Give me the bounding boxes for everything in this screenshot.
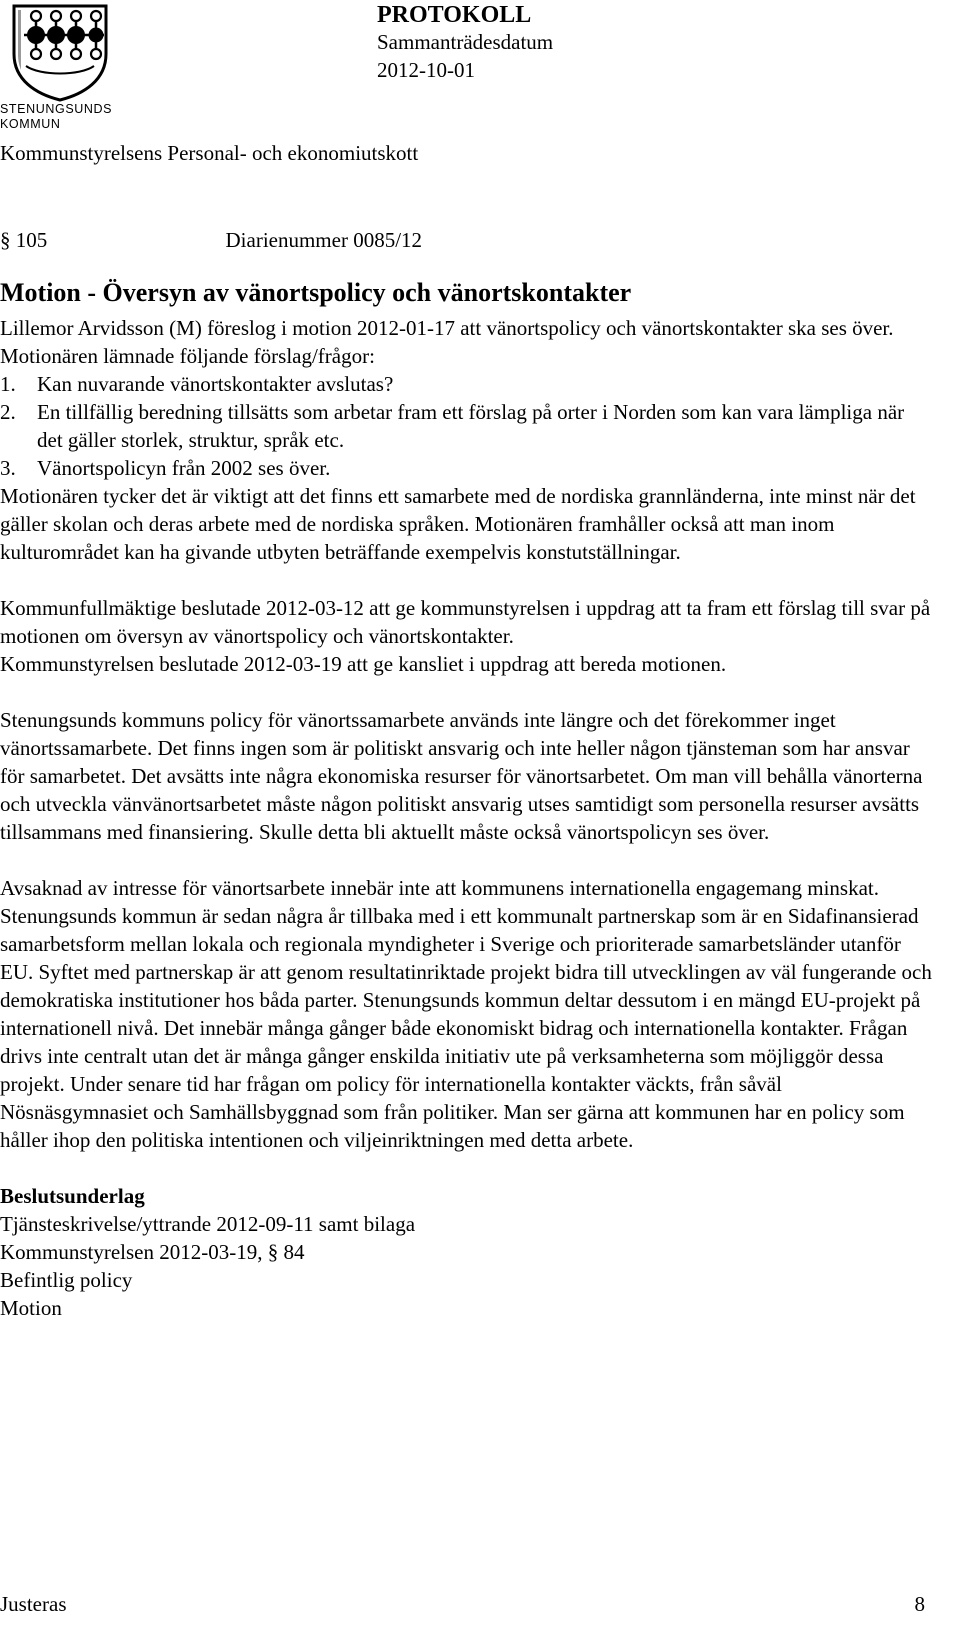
section-symbol: § xyxy=(0,228,11,252)
underlag-item: Kommunstyrelsen 2012-03-19, § 84 xyxy=(0,1240,305,1264)
diarienummer: Diarienummer 0085/12 xyxy=(225,228,423,252)
list-item xyxy=(0,398,935,454)
list-item-text: Kan nuvarande vänortskontakter avslutas? xyxy=(37,372,394,396)
motivation-paragraph: Motionären tycker det är viktigt att det finns ett samarbete med de nordiska grannländerna, inte minst när det gäller skolan och deras arbete med de nordiska språken. Motionären framhåller också att man inom kulturområdet kan ha givande utbyten beträffande exempelvis konstutställningar. xyxy=(0,484,916,564)
list-item-number: 3. xyxy=(0,456,16,480)
list-item xyxy=(0,370,935,398)
logo-caption-line1: STENUNGSUNDS xyxy=(0,102,113,116)
section-number: 105 xyxy=(15,228,48,252)
page-number: 8 xyxy=(914,1592,925,1616)
international-paragraph: Avsaknad av intresse för vänortsarbete innebär inte att kommunens internationella engagemang minskat. Stenungsunds kommun är sedan några år tillbaka med i ett kommunalt partnerskap som är en Sidafinansierad samarbetsform mellan lokala och regionala myndigheter i Sverige och prioriterade samarbetsländer utanför EU. Syftet med partnerskap är att genom resultatinriktade projekt bidra till utvecklingen av väl fungerande och demokratiska institutioner hos båda parter. Stenungsunds kommun deltar dessutom i en mängd EU-projekt på internationell nivå. Det innebär många gånger både ekonomiskt bidrag och internationella kontakter. Frågan drivs inte centralt utan det är många gånger enskilda initiativ ute på verksamheterna som möjliggör dessa projekt. Under senare tid har frågan om policy för internationella kontakter väckts, från såväl Nösnäsgymnasiet och Samhällsbyggnad som från politiker. Man ser gärna att kommunen har en policy som håller ihop den politiska intentionen och viljeinriktningen med detta arbete. xyxy=(0,876,932,1152)
proposals-intro: Motionären lämnade följande förslag/frågor: xyxy=(0,344,375,368)
municipality-logo xyxy=(0,2,120,130)
kf-decision-paragraph: Kommunfullmäktige beslutade 2012-03-12 att ge kommunstyrelsen i uppdrag att ta fram ett förslag till svar på motionen om översyn av vänortspolicy och vänortskontakter. xyxy=(0,596,931,648)
meeting-date: 2012-10-01 xyxy=(377,58,475,82)
meeting-date-label: Sammanträdesdatum xyxy=(377,30,554,54)
section-heading: Motion - Översyn av vänortspolicy och vänortskontakter xyxy=(0,278,632,307)
logo-caption-line2: KOMMUN xyxy=(0,117,61,131)
list-item-number: 2. xyxy=(0,400,16,424)
document-body xyxy=(0,314,935,1322)
underlag-item: Motion xyxy=(0,1296,62,1320)
justeras-label: Justeras xyxy=(0,1592,67,1616)
document-header xyxy=(377,0,553,84)
list-item-number: 1. xyxy=(0,372,16,396)
list-item-text: En tillfällig beredning tillsätts som arbetar fram ett förslag på orter i Norden som kan vara lämpliga när det gäller storlek, struktur, språk etc. xyxy=(37,400,905,452)
coat-of-arms-icon xyxy=(0,2,120,102)
underlag-item: Tjänsteskrivelse/yttrande 2012-09-11 samt bilaga xyxy=(0,1212,416,1236)
list-item xyxy=(0,454,935,482)
policy-paragraph: Stenungsunds kommuns policy för vänortssamarbete används inte längre och det förekommer inget vänortssamarbete. Det finns ingen som är politiskt ansvarig och inte heller någon tjänsteman som har ansvar för samarbetet. Det avsätts inte några ekonomiska resurser för vänortsarbetet. Om man vill behålla vänorterna och utveckla vänvänortsarbetet måste någon politiskt ansvarig utses samtidigt som personella resurser avsätts tillsammans med finansiering. Skulle detta bli aktuellt måste också vänortspolicyn ses över. xyxy=(0,708,923,844)
committee-name: Kommunstyrelsens Personal- och ekonomiutskott xyxy=(0,141,419,165)
section-line xyxy=(0,226,422,254)
underlag-heading: Beslutsunderlag xyxy=(0,1184,145,1208)
intro-paragraph: Lillemor Arvidsson (M) föreslog i motion 2012-01-17 att vänortspolicy och vänortskontakter ska ses över. xyxy=(0,316,894,340)
list-item-text: Vänortspolicyn från 2002 ses över. xyxy=(37,456,331,480)
document-type: PROTOKOLL xyxy=(377,2,532,28)
logo-caption xyxy=(0,102,120,132)
ks-decision-paragraph: Kommunstyrelsen beslutade 2012-03-19 att ge kansliet i uppdrag att bereda motionen. xyxy=(0,652,727,676)
page-footer xyxy=(0,1590,935,1618)
underlag-item: Befintlig policy xyxy=(0,1268,133,1292)
